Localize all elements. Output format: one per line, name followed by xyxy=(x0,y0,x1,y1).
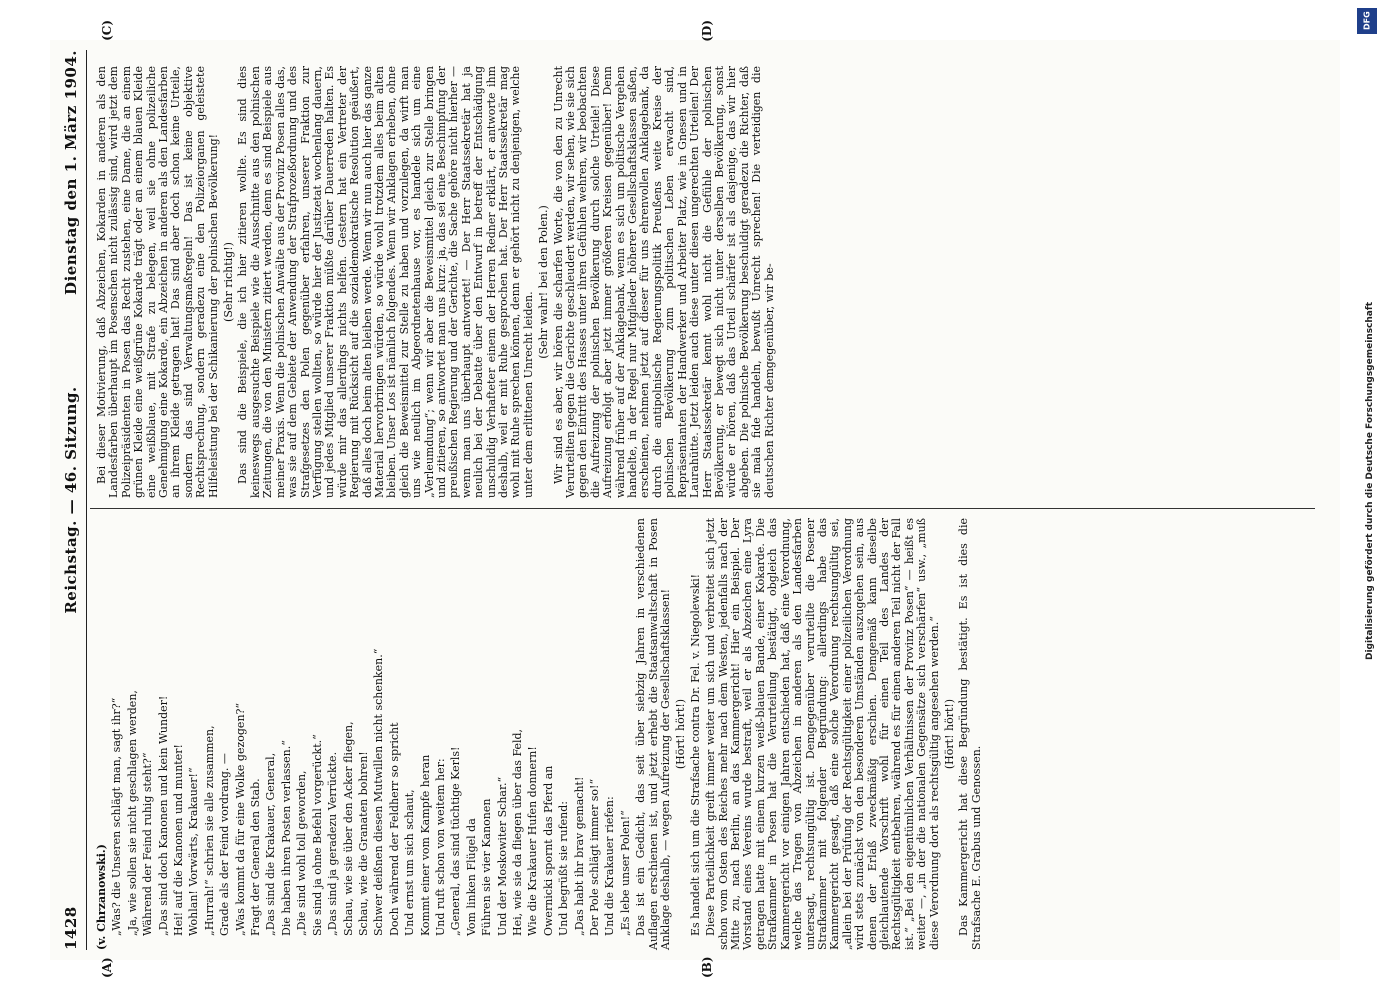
poem-line: Und der Moskowiter Schar.“ xyxy=(495,776,509,936)
paragraph: Das sind die Beispiele, die ich hier zitieren wollte. Es sind dies keineswegs ausgesuchte Beispiele wie die Ausschnitte aus den polnischen Zeitungen, die von den Ministern zitiert werden, denn es sind Beispiele aus meiner Praxis. Wenn die polnischen Anwälte aus der Provinz Posen alles das, was sie auf dem Gebiete der Anwendung der Strafprozeßordnung und des Strafgesetzes den Polen gegenüber erfahren, unserer Fraktion zur Verfügung stellen wollten, so würde hier der Justizetat wochenlang dauern, und jedes Mitglied unserer Fraktion müßte darüber Dauerreden halten. Es würde mir das allerdings nichts helfen. Gestern hat ein Vertreter der Regierung mit Rücksicht auf die sozialdemokratische Resolution geäußert, daß alles doch beim alten bleiben werde. Wenn wir nun auch hier das ganze Material hervorbringen würden, so würde wohl trotzdem alles beim alten bleiben. Unser Los ist nämlich folgendes. Wenn wir Anklagen erheben, ohne gleich die Beweismittel zur Stelle zu haben und vorzulegen, da wirft man uns wie neulich im Abgeordnetenhause vor, es handele sich um eine „Verleumdung“; wenn wir aber die Beweismittel gleich zur Stelle bringen und zitieren, so antwortet man uns kurz: ja, das sei eine Beschimpfung der preußischen Regierung und der Gerichte, die Sache gehöre nicht hierher — wenn man uns überhaupt antwortet! — Der Herr Staatssekretär hat ja neulich bei der Debatte über den Entwurf in betreff der Entschädigung unschuldig Verhafteter einem der Herren Redner erklärt, er antworte ihm deshalb, weil er mit Ruhe gesprochen hat. Der Herr Staatssekretär mag wohl mit Ruhe sprechen können, denn er gehört nicht zu denjenigen, welche unter dem erlittenen Unrecht leiden. xyxy=(236,66,535,498)
poem-line: „Das sind ja geradezu Verrückte. xyxy=(326,751,340,936)
dfg-logo: DFG xyxy=(1357,8,1377,34)
poem-line: Hei! auf die Kanonen und munter! xyxy=(172,744,186,936)
poem-line: Wohlan! Vorwärts, Krakauer!“ xyxy=(187,767,201,936)
poem-line: „Das habt ihr brav gemacht! xyxy=(572,776,586,936)
paragraph: Bei dieser Motivierung, daß Abzeichen, Kokarden in anderen als den Landesfarben überhaupt im Posenschen nicht zulässig sind, wird jetzt dem Polizeipräsidenten in Posen das Recht zustehen, eine Dame, die an einem grünen Kleide eine weißgrüne Kokarde trägt oder an einem blauen Kleide eine weißblaue, mit Strafe zu belegen, weil sie ohne polizeiliche Genehmigung eine Kokarde, ein Abzeichen in anderen als den Landesfarben an ihrem Kleide getragen hat! Das sind aber doch schon keine Urteile, sondern das sind Verwaltungsmaßregeln! Das ist keine objektive Rechtsprechung, sondern geradezu eine den Polizeiorganen geleistete Hilfeleistung bei der Schikanierung der polnischen Bevölkerung! xyxy=(95,66,220,498)
right-column xyxy=(96,66,1316,498)
poem-line: Und begrüßt sie rufend: xyxy=(557,800,571,936)
poem-line: Und ernst um sich schaut, xyxy=(403,789,417,936)
poem-line: „Das sind die Krakauer, General, xyxy=(264,752,278,936)
speaker-name: (v. Chrzanowski.) xyxy=(95,844,108,950)
poem-line: Führen sie vier Kanonen xyxy=(480,798,494,936)
session-date: Dienstag den 1. März 1904. xyxy=(62,50,80,295)
poem-line: Doch während der Feldherr so spricht xyxy=(387,722,401,936)
left-column xyxy=(96,518,1316,950)
paragraph: Wir sind es aber, wir hören die scharfen Worte, die von den zu Unrecht Verurteilten gegen die Gerichte geschleudert werden, wir sehen, wie sie sich gegen den Eintritt des Hasses unter ihren Gefühlen wehren, wir beobachten die Aufreizung der polnischen Bevölkerung durch solche Urteile! Diese Aufreizung erfolgt aber jetzt immer größeren Kreisen gegenüber! Denn während früher auf der Anklagebank, wenn es sich um politische Vergehen handelte, in der Regel nur Mitglieder höherer Gesellschaftsklassen saßen, erscheinen, nehmen jetzt auf dieser für uns ehrenvollen Anklagebank, da durch die antipolnische Regierungspolitik Preußens weite Kreise der polnischen Bevölkerung zum politischen Leben erwacht sind, Repräsentanten der Handwerker und Arbeiter Platz, wie in Gnesen und in Laurahütte. Jetzt leiden auch diese unter diesen ungerechten Urteilen! Der Herr Staatssekretär kennt wohl nicht die Gefühle der polnischen Bevölkerung, er bewegt sich nicht unter derselben Bevölkerung, sonst würde er hören, daß das Urteil schärfer ist als dasjenige, das wir hier abgeben. Die polnische Bevölkerung beschuldigt geradezu die Richter, daß sie mala fide handeln, bewußt Unrecht sprechen! Die verteidigen die deutschen Richter demgegenüber, wir be- xyxy=(551,66,776,498)
poem-line: Schwer deißnen diesen Mutwillen nicht schenken.“ xyxy=(372,648,386,936)
poem-line: Schau, wie sie über den Acker fliegen, xyxy=(341,721,355,936)
interjection: (Hört! hört!) xyxy=(674,698,688,770)
digitization-credit: Digitalisierung gefördert durch die Deutsche Forschungsgemeinschaft xyxy=(1365,301,1375,660)
poem-line: „Ja, wie sollen sie nicht geschlagen werden, xyxy=(125,690,139,936)
poem-line: „Die sind wohl toll geworden, xyxy=(295,770,309,936)
poem-line: „Hurrah!“ schrien sie alle zusammen, xyxy=(202,725,216,936)
poem-line: Während der Feind ruhig steht?“ xyxy=(141,752,155,936)
interjection: (Hört! hört!) xyxy=(942,698,956,770)
poem-line: „Was kommt da für eine Wolke gezogen?“ xyxy=(233,702,247,936)
interjection: (Sehr richtig!) xyxy=(222,242,236,322)
poem-line: Und die Krakauer riefen: xyxy=(603,796,617,936)
scanned-page xyxy=(50,20,1340,978)
header-rule xyxy=(86,50,87,950)
poem-line: Kommt einer vom Kampfe heran xyxy=(418,754,432,936)
poem-line: Und ruft schon von weitem her: xyxy=(433,758,447,936)
margin-letter-d: (D) xyxy=(700,20,714,42)
poem-line: „Was? die Unseren schlägt man, sagt ihr?“ xyxy=(110,697,124,936)
interjection: (Sehr wahr! bei den Polen.) xyxy=(537,205,551,359)
session-title: Reichstag. — 46. Sitzung. xyxy=(62,386,80,614)
poem-line: Sie sind ja ohne Befehl vorgerückt.“ xyxy=(310,734,324,936)
poem-line: Die haben ihren Posten verlassen.“ xyxy=(279,740,293,936)
poem-line: Schau, wie die Granaten bohren! xyxy=(356,751,370,936)
poem-line: Owernicki spornt das Pferd an xyxy=(541,765,555,936)
poem-line: Wie die Krakauer Hufen donnern! xyxy=(526,746,540,936)
column-divider xyxy=(90,508,1315,509)
rotated-text-page xyxy=(60,20,1330,978)
margin-letter-a: (A) xyxy=(100,957,114,978)
poem-line: Grade als der Feind vordrang. — xyxy=(218,753,232,936)
digitization-sidebar xyxy=(1349,0,1383,1000)
margin-letter-b: (B) xyxy=(700,956,714,978)
poem-line: Der Pole schlägt immer so!“ xyxy=(588,778,601,936)
page-number: 1428 xyxy=(62,906,80,950)
running-header xyxy=(60,50,86,950)
paragraph: Es handelt sich um die Strafsache contra Dr. Fel. v. Niegolewski! xyxy=(688,573,702,936)
margin-letter-c: (C) xyxy=(100,20,114,41)
paragraph: Diese Parteilichkeit greift immer weiter um sich und verbreitet sich jetzt schon vom Osten des Reiches mehr nach dem Westen, jedenfalls nach der Mitte zu, nach Berlin, an das Kammergericht! Hier ein Beispiel. Der Vorstand eines Vereins wurde bestraft, weil er als Abzeichen eine Lyra getragen hatte mit einem kurzen weiß-blauen Bande, einer Kokarde. Die Strafkammer in Posen hat die Verurteilung bestätigt, obgleich das Kammergericht vor einigen Jahren entschieden hat, daß eine Verordnung, welche das Tragen von Abzeichen in anderen als den Landesfarben untersagt, rechtsungültig ist. Demgegenüber verurteilte die Posener Strafkammer mit folgender Begründung: allerdings habe das Kammergericht gesagt, daß eine solche Verordnung rechtsungültig sei, „allein bei der Prüfung der Rechtsgültigkeit einer polizeilichen Verordnung wird stets zunächst von den besonderen Umständen auszugehen sein, aus denen der Erlaß zweckmäßig erschien. Demgemäß kann dieselbe gleichlautende Vorschrift wohl für einen Teil des Landes der Rechtsgültigkeit entbehren, während es für einen anderen Teil nicht der Fall ist.“ „Bei den eigentümlichen Verhältnissen der Provinz Posen“ — heißt es weiter —, „in der die nationalen Gegensätze sich verschärfen“ usw., „muß diese Verordnung dort als rechtsgültig angesehen werden.“ xyxy=(704,518,941,950)
poem-line: Fragt der General den Stab. xyxy=(249,778,263,936)
poem-line: Vom linken Flügel da xyxy=(464,818,478,936)
poem-line: Hei, wie sie da fliegen über das Feld, xyxy=(510,728,524,936)
paragraph: Das ist ein Gedicht, das seit über siebzig Jahren in verschiedenen Auflagen erschienen ist, und jetzt erhebt die Staatsanwaltschaft in Posen Anklage deshalb, — wegen Aufreizung der Gesellschaftsklassen! xyxy=(634,518,673,950)
poem xyxy=(111,518,632,950)
poem-line: „Es lebe unser Polen!“ xyxy=(618,810,632,936)
poem-line: „Das sind doch Kanonen und kein Wunder! xyxy=(156,695,170,936)
paragraph: Das Kammergericht hat diese Begründung bestätigt. Es ist dies die Strafsache E. Grabus und Genossen. xyxy=(957,518,983,950)
poem-line: „General, das sind tüchtige Kerls! xyxy=(449,746,463,936)
